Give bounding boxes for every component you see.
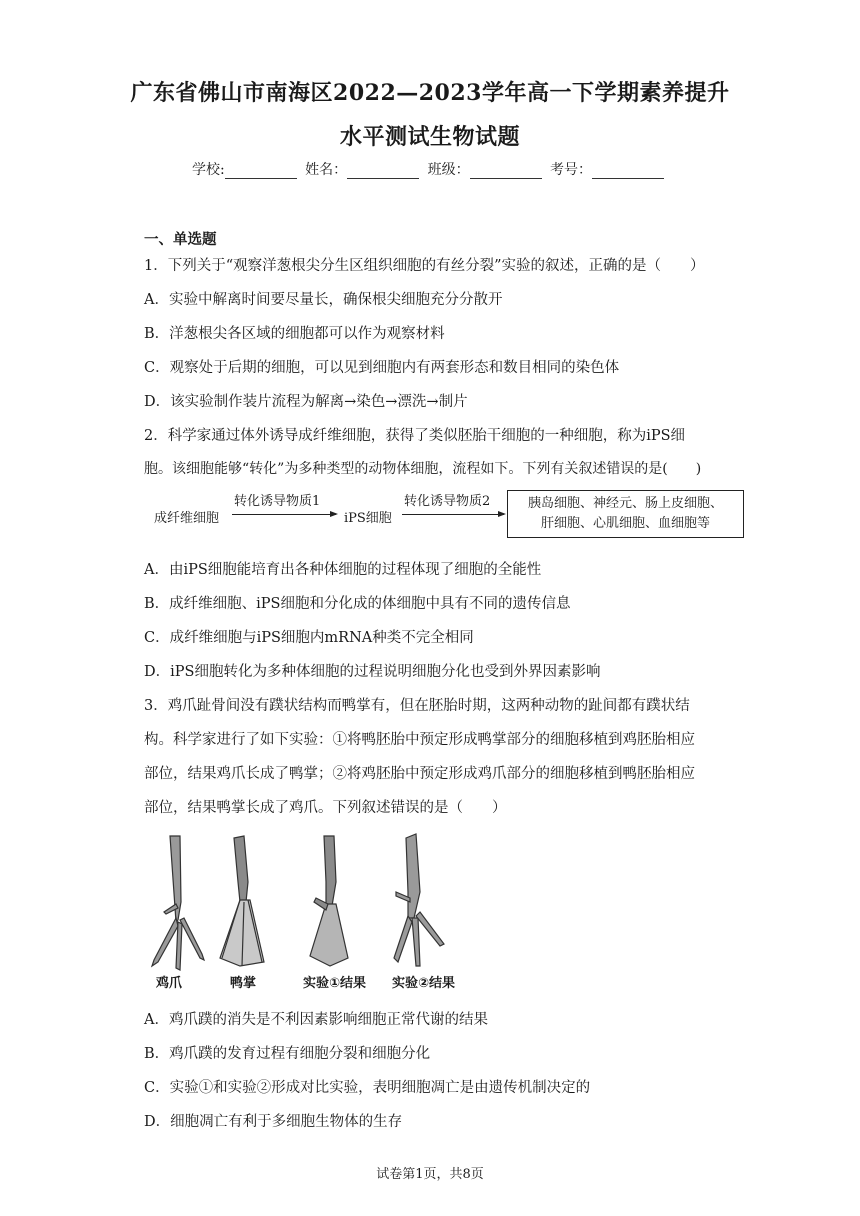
- page-footer: 试卷第1页，共8页: [376, 1167, 484, 1182]
- exam-title-line2: 水平测试生物试题: [339, 124, 520, 150]
- student-info-row: [0, 159, 860, 179]
- figure-label-experiment2: 实验②结果: [392, 976, 456, 991]
- q3-option-b: B．鸡爪蹼的发育过程有细胞分裂和细胞分化: [144, 1046, 431, 1062]
- duck-foot-icon: [220, 836, 264, 966]
- name-blank[interactable]: [347, 164, 419, 179]
- diagram-result-line2: 肝细胞、心肌细胞、血细胞等: [540, 516, 710, 531]
- q2-stem-line2: 胞。该细胞能够“转化”为多种类型的动物体细胞，流程如下。下列有关叙述错误的是( ): [144, 461, 702, 477]
- q1-option-b: B．洋葱根尖各区域的细胞都可以作为观察材料: [144, 326, 445, 342]
- exam-number-blank[interactable]: [592, 164, 664, 179]
- arrow-right-icon: [232, 514, 336, 515]
- diagram-middle-cell: iPS细胞: [344, 511, 392, 526]
- q1-option-a: A．实验中解离时间要尽量长，确保根尖细胞充分分散开: [144, 292, 503, 308]
- diagram-result-box: [507, 490, 744, 538]
- q3-option-d: D．细胞凋亡有利于多细胞生物体的生存: [144, 1114, 403, 1130]
- q2-option-c: C．成纤维细胞与iPS细胞内mRNA种类不完全相同: [144, 630, 474, 646]
- diagram-arrow2-label: 转化诱导物质2: [404, 494, 491, 509]
- name-label: 姓名：: [305, 162, 348, 178]
- diagram-start-cell: 成纤维细胞: [154, 511, 220, 526]
- figure-label-chicken: 鸡爪: [156, 976, 183, 991]
- q3-option-c: C．实验①和实验②形成对比实验，表明细胞凋亡是由遗传机制决定的: [144, 1080, 591, 1096]
- q3-stem-line3: 部位，结果鸡爪长成了鸭掌；②将鸡胚胎中预定形成鸡爪部分的细胞移植到鸭胚胎相应: [144, 766, 695, 782]
- experiment2-foot-icon: [394, 834, 444, 966]
- q3-stem-line1: 3．鸡爪趾骨间没有蹼状结构而鸭掌有，但在胚胎时期，这两种动物的趾间都有蹼状结: [144, 698, 690, 714]
- class-label: 班级：: [427, 162, 470, 178]
- school-blank[interactable]: [225, 164, 297, 179]
- class-blank[interactable]: [470, 164, 542, 179]
- ips-flow-diagram: [140, 490, 750, 542]
- diagram-arrow1-label: 转化诱导物质1: [234, 494, 321, 509]
- section-heading: 一、单选题: [144, 231, 217, 248]
- figure-label-duck: 鸭掌: [230, 976, 257, 991]
- exam-title-line1: 广东省佛山市南海区2022—2023学年高一下学期素养提升: [130, 80, 730, 106]
- q2-option-b: B．成纤维细胞、iPS细胞和分化成的体细胞中具有不同的遗传信息: [144, 596, 571, 612]
- diagram-result-line1: 胰岛细胞、神经元、肠上皮细胞、: [527, 496, 723, 511]
- experiment1-foot-icon: [310, 836, 348, 966]
- q2-option-a: A．由iPS细胞能培育出各种体细胞的过程体现了细胞的全能性: [144, 562, 542, 578]
- q3-stem-line2: 构。科学家进行了如下实验：①将鸭胚胎中预定形成鸭掌部分的细胞移植到鸡胚胎相应: [144, 732, 695, 748]
- chicken-foot-icon: [152, 836, 204, 970]
- q1-stem: 1．下列关于“观察洋葱根尖分生区组织细胞的有丝分裂”实验的叙述，正确的是（ ）: [144, 258, 705, 274]
- q3-option-a: A．鸡爪蹼的消失是不利因素影响细胞正常代谢的结果: [144, 1012, 488, 1028]
- figure-label-experiment1: 实验①结果: [303, 976, 367, 991]
- foot-comparison-figure: [140, 832, 480, 992]
- school-label: 学校:: [191, 162, 225, 178]
- feet-illustration: [140, 832, 480, 972]
- q2-option-d: D．iPS细胞转化为多种体细胞的过程说明细胞分化也受到外界因素影响: [144, 664, 601, 680]
- q2-stem-line1: 2．科学家通过体外诱导成纤维细胞，获得了类似胚胎干细胞的一种细胞，称为iPS细: [144, 428, 686, 444]
- exam-number-label: 考号：: [550, 162, 593, 178]
- arrow-right-icon: [402, 514, 504, 515]
- q1-option-d: D．该实验制作装片流程为解离→染色→漂洗→制片: [144, 394, 468, 410]
- q1-option-c: C．观察处于后期的细胞，可以见到细胞内有两套形态和数目相同的染色体: [144, 360, 620, 376]
- q3-stem-line4: 部位，结果鸭掌长成了鸡爪。下列叙述错误的是（ ）: [144, 800, 507, 816]
